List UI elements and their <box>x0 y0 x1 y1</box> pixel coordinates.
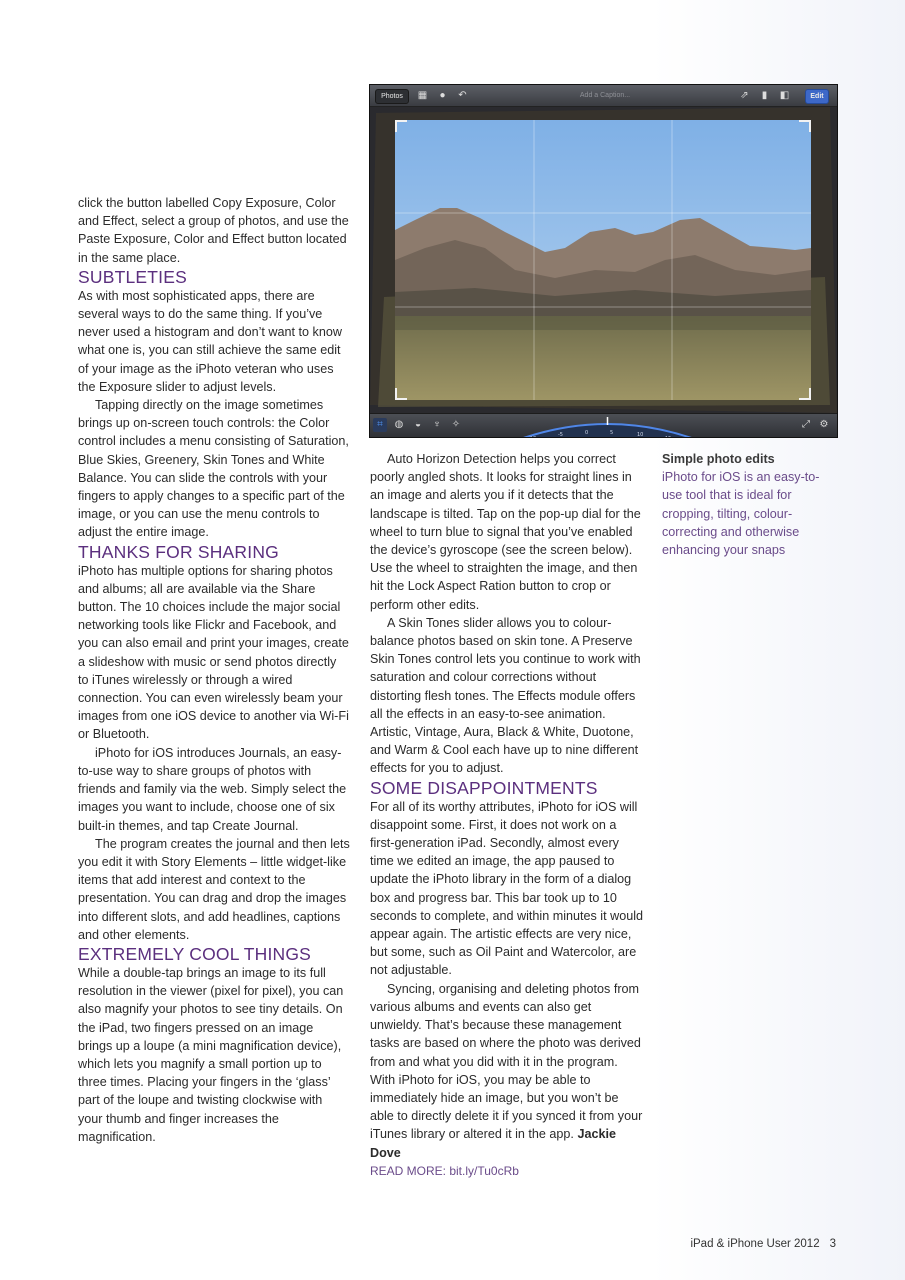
edit-button[interactable]: Edit <box>805 89 829 104</box>
crop-handle-top-right[interactable] <box>799 120 811 132</box>
caption-title: Simple photo edits <box>662 452 775 466</box>
dial-tick-label: 15 <box>665 436 672 442</box>
iphoto-toolbar <box>370 85 837 107</box>
dial-tick-label: 5 <box>610 430 614 436</box>
cool-p1: While a double-tap brings an image to its full resolution in the viewer (pixel for pixel), you can also magnify your photos to see tiny details. On the iPad, two fingers pressed on an image brings up a loupe (a mini magnification device), which lets you magnify a small portion up to three times. Placing your fingers in the ‘glass’ part of the loupe and twisting clockwise with your thumb and finger increases the magnification. <box>78 965 344 1144</box>
share-icon[interactable]: ⇗ <box>740 90 749 101</box>
publication-name: iPad & iPhone User 2012 <box>690 1238 820 1250</box>
sharing-p2: iPhoto for iOS introduces Journals, an easy-to-use way to share groups of photos with friends and family via the web. Simply select the images you want to include, choose one of six built-in themes, and tap Create Journal. <box>78 745 347 833</box>
sharing-p1: iPhoto has multiple options for sharing photos and albums; all are available via the Share button. The 10 choices include the major social networking tools like Flickr and Facebook, and you can also email and print your images, create a slideshow with music or send photos directly to iTunes wirelessly or through a wired connection. You can even wirelessly beam your images from one iOS device to another via Wi-Fi or Bluetooth. <box>78 563 349 742</box>
brushes-icon[interactable]: ♆ <box>433 419 441 430</box>
iphoto-screenshot <box>370 85 837 442</box>
settings-gear-icon[interactable]: ⚙ <box>819 419 829 430</box>
middle-column <box>370 450 643 1180</box>
disappointments-p1: For all of its worthy attributes, iPhoto for iOS will disappoint some. First, it does not work on a first-generation iPad. Secondly, almost every time we edited an image, the app paused to update the iPhoto library in the form of a dialog box and progress bar. This bar took up to 10 seconds to complete, and within minutes it would appear again. The artistic effects are very nice, but some, such as Oil Paint and Watercolor, are not adjustable. <box>370 799 644 978</box>
straighten-dial[interactable] <box>500 406 715 442</box>
heading-sharing: THANKS FOR SHARING <box>78 541 279 562</box>
exposure-icon[interactable]: ◍ <box>394 419 404 430</box>
effects-icon[interactable]: ✧ <box>451 419 461 430</box>
undo-icon[interactable]: ↶ <box>458 90 467 101</box>
caption-input[interactable]: Add a Caption... <box>579 92 631 99</box>
heading-disappointments: SOME DISAPPOINTMENTS <box>370 777 598 798</box>
caption-text: iPhoto for iOS is an easy-to-use tool that is ideal for cropping, tilting, colour-correcting and otherwise enhancing your snaps <box>662 470 820 558</box>
crop-icon[interactable]: ⌗ <box>373 418 387 432</box>
read-more-link[interactable]: READ MORE: bit.ly/Tu0cRb <box>370 1163 519 1178</box>
photo-stage <box>370 107 837 413</box>
page-footer <box>690 1238 836 1250</box>
grid-icon[interactable]: ▦ <box>417 90 428 101</box>
heading-subtleties: SUBTLETIES <box>78 266 187 287</box>
horizon-paragraph: Auto Horizon Detection helps you correct poorly angled shots. It looks for straight lines in an image and alerts you if it detects that the landscape is tilted. Tap on the pop-up dial for the wheel to turn blue to signal that you’ve enabled the device’s gyroscope (see the screen below). Use the wheel to straighten the image, and then hit the Lock Aspect Ration button to crop or perform other edits. <box>370 452 641 612</box>
skin-tones-paragraph: A Skin Tones slider allows you to colour-balance photos based on skin tone. A Preserve Skin Tones control lets you continue to work with saturation and colour corrections without distorting flesh tones. The Effects module offers all the effects in an easy-to-see animation. Artistic, Vintage, Aura, Black & White, Duotone, and Warm & Cool each have up to nine different effects for you to adjust. <box>370 615 641 776</box>
subtleties-p1: As with most sophisticated apps, there are several ways to do the same thing. If you’ve never used a histogram and don’t want to know what one is, you can still achieve the same edit of your image as the iPhoto veteran who uses the Exposure slider to adjust levels. <box>78 288 342 394</box>
auto-enhance-icon[interactable]: ⤢ <box>802 419 810 430</box>
dial-tick-label: -5 <box>558 432 563 438</box>
help-icon[interactable]: ● <box>439 90 446 101</box>
subtleties-p2: Tapping directly on the image sometimes brings up on-screen touch controls: the Color control includes a menu consisting of Saturation, Blue Skies, Greenery, Skin Tones and White Balance. You can slide the controls with your fingers to apply changes to a specific part of the image, or you can use the menu controls to adjust the entire image. <box>78 398 349 540</box>
compare-icon[interactable]: ◧ <box>779 90 790 101</box>
sharing-p3: The program creates the journal and then lets you edit it with Story Elements – little widget-like items that add interest and context to the presentation. You can drag and drop the images into different slots, and add headlines, captions and other elements. <box>78 836 350 942</box>
intro-paragraph: click the button labelled Copy Exposure, Color and Effect, select a group of photos, and use the Paste Exposure, Color and Effect button located in the same place. <box>78 196 349 265</box>
heading-cool-things: EXTREMELY COOL THINGS <box>78 943 312 964</box>
dial-tick-label: 0 <box>585 430 589 436</box>
left-column <box>78 194 350 1146</box>
crop-handle-bottom-right[interactable] <box>799 388 811 400</box>
page-number: 3 <box>829 1238 836 1250</box>
crop-handle-bottom-left[interactable] <box>395 388 407 400</box>
info-icon[interactable]: ▮ <box>761 90 768 101</box>
dial-tick-label: 10 <box>637 432 644 438</box>
color-icon[interactable]: ◒ <box>414 419 422 430</box>
dial-tick-label: -10 <box>528 436 537 442</box>
crop-handle-top-left[interactable] <box>395 120 407 132</box>
landscape-photo[interactable] <box>395 120 811 400</box>
photo-caption <box>662 450 832 559</box>
author-byline: Jackie Dove <box>370 1127 616 1160</box>
disappointments-p2 <box>370 980 643 1162</box>
disappointments-p2-text: Syncing, organising and deleting photos from various albums and events can also get unwieldy. That’s because these management tasks are based on where the photo was derived from and what you did with it in the program. With iPhoto for iOS, you may be able to immediately hide an image, but you won’t be able to directly delete it if you synced it from your iTunes library or altered it in the app. <box>370 981 643 1142</box>
photos-button[interactable]: Photos <box>375 89 409 104</box>
iphoto-edit-bar <box>370 413 837 442</box>
